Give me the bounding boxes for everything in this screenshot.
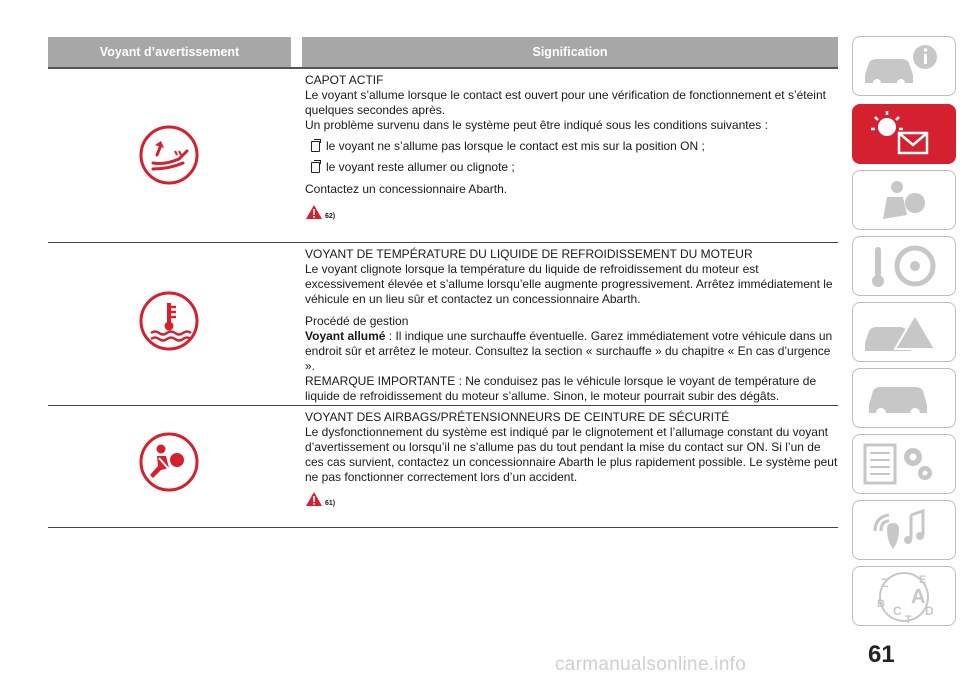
steering-wheel-icon	[853, 237, 955, 295]
warning-reference	[305, 204, 335, 220]
row-divider	[48, 527, 838, 528]
tab-warning-lights[interactable]	[852, 104, 956, 164]
column-header-warning-light: Voyant d’avertissement	[48, 37, 291, 67]
row-title: VOYANT DE TEMPÉRATURE DU LIQUIDE DE REFROIDISSEMENT DU MOTEUR	[305, 247, 753, 261]
tab-safety[interactable]	[852, 170, 956, 230]
tab-technical-data[interactable]	[852, 434, 956, 494]
index-letter: Z	[881, 576, 889, 590]
row-active-bonnet-text	[305, 73, 840, 197]
row-remark: REMARQUE IMPORTANTE : Ne conduisez pas le véhicule lorsque le voyant de température de liquide de refroidissement du moteur s’allume. Sinon, le moteur pourrait subir des dégâts.	[305, 374, 817, 403]
tab-starting-driving[interactable]	[852, 236, 956, 296]
list-item-text: le voyant ne s’allume pas lorsque le contact est mis sur la position ON ;	[326, 139, 705, 153]
airbag-warning-icon	[139, 432, 199, 492]
row-procedure-detail	[305, 329, 840, 374]
warning-lights-icon	[853, 105, 955, 163]
row-desc: Le dysfonctionnement du système est indiqué par le clignotement et l’allumage constant du voyant d’avertissement ou lorsqu’il ne s’allume pas du tout pendant la mise du contact sur ON. Si l’un de ces cas survient, contactez un concessionnaire Abarth le plus rapidement possible. Le système peut ne pas fonctionner correctement lors d’un accident.	[305, 425, 838, 484]
index-letter: D	[925, 604, 934, 618]
tab-emergency[interactable]	[852, 302, 956, 362]
row-airbag-text	[305, 410, 840, 485]
list-item	[311, 160, 840, 175]
page-number: 61	[868, 641, 895, 668]
warning-triangle-icon	[305, 204, 323, 220]
active-bonnet-warning-icon	[139, 125, 199, 185]
row-line: Un problème survenu dans le système peut être indiqué sous les conditions suivantes :	[305, 118, 768, 132]
row-title: VOYANT DES AIRBAGS/PRÉTENSIONNEURS DE CEINTURE DE SÉCURITÉ	[305, 410, 730, 424]
alphabetical-index-icon	[853, 567, 955, 625]
index-letter: A	[911, 586, 926, 608]
footer-watermark: carmanualsonline.info	[555, 654, 747, 675]
tab-multimedia[interactable]	[852, 500, 956, 560]
row-divider	[48, 405, 838, 406]
bold-desc: : Il indique une surchauffe éventuelle. Garez immédiatement votre véhicule dans un endroit sûr et arrêtez le moteur. Consultez la section « surchauffe » du chapitre « En cas d’urgence ».	[305, 329, 833, 373]
warning-ref-number: 62)	[325, 213, 336, 220]
checkbox-bullet-icon	[311, 162, 320, 173]
checkbox-bullet-icon	[311, 141, 320, 152]
multimedia-icon	[853, 501, 955, 559]
row-title: CAPOT ACTIF	[305, 73, 384, 87]
warning-ref-number: 61)	[325, 500, 336, 507]
emergency-icon	[853, 303, 955, 361]
column-header-meaning: Signification	[302, 37, 838, 67]
warning-reference	[305, 491, 335, 507]
index-letter: E	[919, 574, 927, 586]
list-item	[311, 139, 840, 154]
row-coolant-temperature-text	[305, 247, 840, 404]
index-letter: C	[893, 604, 902, 618]
bold-label: Voyant allumé	[305, 329, 386, 343]
list-item-text: le voyant reste allumer ou clignote ;	[326, 160, 515, 174]
car-info-icon	[853, 37, 955, 95]
row-procedure: Procédé de gestion	[305, 314, 409, 328]
row-divider	[48, 242, 838, 243]
header-divider	[48, 67, 838, 69]
index-letter: B	[877, 598, 885, 610]
index-letter: T	[905, 614, 912, 625]
row-closing: Contactez un concessionnaire Abarth.	[305, 182, 508, 196]
tab-maintenance[interactable]	[852, 368, 956, 428]
row-desc: Le voyant clignote lorsque la température du liquide de refroidissement du moteur est excessivement élevée et s’allume lorsqu’elle augmente progressivement. Arrêtez immédiatement le véhicule en un lieu sûr et contactez un concessionnaire Abarth.	[305, 262, 833, 306]
tab-car-info[interactable]	[852, 36, 956, 96]
car-icon	[853, 369, 955, 427]
warning-triangle-icon	[305, 491, 323, 507]
coolant-temperature-warning-icon	[139, 291, 199, 351]
row-line: Le voyant s’allume lorsque le contact est ouvert pour une vérification de fonctionnement et s’éteint quelques secondes après.	[305, 88, 826, 117]
technical-data-icon	[853, 435, 955, 493]
tab-index[interactable]	[852, 566, 956, 626]
safety-icon	[853, 171, 955, 229]
